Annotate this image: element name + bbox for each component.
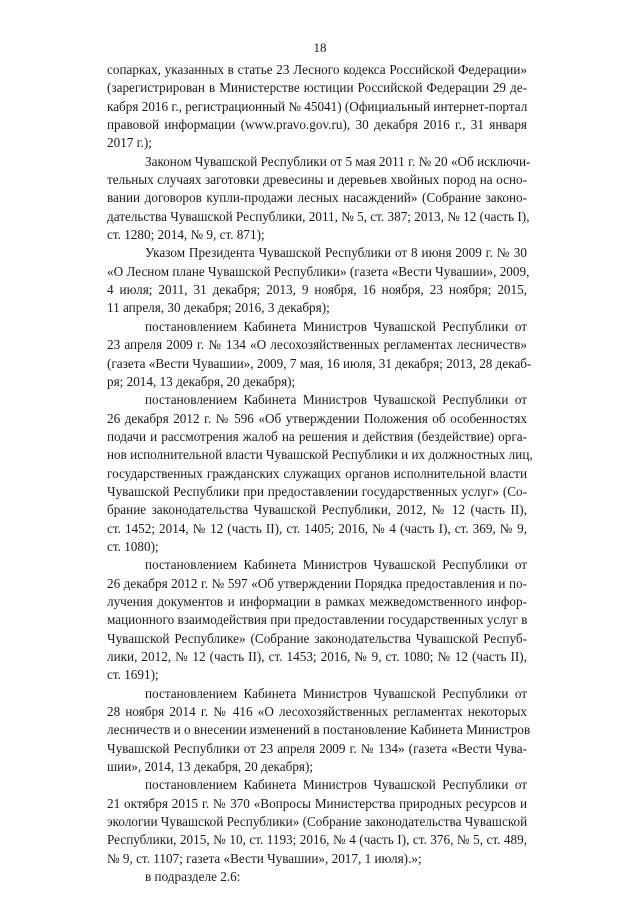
text-line: Чувашской Республике» (Собрание законодательства Чувашской Респуб- xyxy=(107,630,527,646)
text-line: нов исполнительной власти Чувашской Республики и их должностных лиц, xyxy=(107,447,533,463)
text-line: лучения документов и информации в рамках межведомственного инфор- xyxy=(107,593,527,609)
text-line: тельных случаях заготовки древесины и деревьев хвойных пород на осно- xyxy=(107,172,527,188)
text-line: 11 апреля, 30 декабря; 2016, 3 декабря); xyxy=(107,300,330,316)
text-line: мационного взаимодействия при предоставлении государственных услуг в xyxy=(107,612,528,628)
text-line: сопарках, указанных в статье 23 Лесного кодекса Российской Федерации» xyxy=(107,62,527,77)
text-line: 26 декабря 2012 г. № 596 «Об утверждении Положения об особенностях xyxy=(107,410,527,426)
text-line: 28 ноября 2014 г. № 416 «О лесохозяйственных регламентах некоторых xyxy=(107,704,527,720)
paragraph xyxy=(107,244,530,317)
paragraph xyxy=(107,776,527,868)
paragraph xyxy=(107,61,527,153)
text-line: 26 декабря 2012 г. № 597 «Об утверждении Порядка предоставления и по- xyxy=(107,575,527,591)
text-line: 2017 г.); xyxy=(107,135,152,151)
text-line: Республики, 2015, № 10, ст. 1193; 2016, № 4 (часть I), ст. 376, № 5, ст. 489, xyxy=(107,832,527,848)
paragraph xyxy=(107,318,532,391)
text-line: (зарегистрирован в Министерстве юстиции Российской Федерации 29 де- xyxy=(107,80,527,96)
text-line: ст. 1280; 2014, № 9, ст. 871); xyxy=(107,227,265,243)
text-line: ст. 1080); xyxy=(107,538,159,554)
page-number: 18 xyxy=(313,40,327,55)
text-line: ст. 1452; 2014, № 12 (часть II), ст. 1405; 2016, № 4 (часть I), ст. 369, № 9, xyxy=(107,520,527,536)
text-line: постановлением Кабинета Министров Чувашской Республики от xyxy=(145,392,527,408)
text-line: вании договоров купли-продажи лесных насаждений» (Собрание законо- xyxy=(107,190,527,206)
text-line: правовой информации (www.pravo.gov.ru), 30 декабря 2016 г., 31 января xyxy=(107,117,527,133)
text-line: Чувашской Республики при предоставлении государственных услуг» (Со- xyxy=(107,483,527,499)
paragraph xyxy=(107,391,533,556)
text-line: Законом Чувашской Республики от 5 мая 2011 г. № 20 «Об исключи- xyxy=(145,153,531,169)
paragraph xyxy=(107,685,531,777)
text-line: постановлением Кабинета Министров Чувашской Республики от xyxy=(145,777,527,793)
text-line: в подразделе 2.6: xyxy=(145,869,241,885)
text-line: «О Лесном плане Чувашской Республики» (газета «Вести Чувашии», 2009, xyxy=(107,263,530,279)
text-line: ря; 2014, 13 декабря, 20 декабря); xyxy=(107,373,296,389)
text-line: № 9, ст. 1107; газета «Вести Чувашии», 2017, 1 июля).»; xyxy=(107,850,422,866)
text-line: 23 апреля 2009 г. № 134 «О лесохозяйственных регламентах лесничеств» xyxy=(107,337,527,353)
text-line: постановлением Кабинета Министров Чувашской Республики от xyxy=(145,318,527,334)
text-line: (газета «Вести Чувашии», 2009, 7 мая, 16 июля, 31 декабря; 2013, 28 декаб- xyxy=(107,355,532,371)
text-line: лики, 2012, № 12 (часть II), ст. 1453; 2016, № 9, ст. 1080; № 12 (часть II), xyxy=(107,649,527,664)
paragraph xyxy=(107,556,527,684)
text-line: экологии Чувашской Республики» (Собрание законодательства Чувашской xyxy=(107,814,528,830)
text-line: дательства Чувашской Республики, 2011, № 5, ст. 387; 2013, № 12 (часть I), xyxy=(107,208,530,224)
text-line: подачи и рассмотрения жалоб на решения и действия (бездействие) орга- xyxy=(107,428,527,444)
document-body xyxy=(107,61,533,886)
paragraph xyxy=(107,153,531,245)
text-line: шии», 2014, 13 декабря, 20 декабря); xyxy=(107,759,314,775)
paragraph xyxy=(107,868,527,886)
text-line: 21 октября 2015 г. № 370 «Вопросы Министерства природных ресурсов и xyxy=(107,795,527,811)
text-line: Чувашской Республики от 23 апреля 2009 г. № 134» (газета «Вести Чува- xyxy=(107,740,527,756)
text-line: лесничеств и о внесении изменений в постановление Кабинета Министров xyxy=(107,722,531,738)
text-line: кабря 2016 г., регистрационный № 45041) (Официальный интернет-портал xyxy=(107,98,528,114)
text-line: брание законодательства Чувашской Республики, 2012, № 12 (часть II), xyxy=(107,502,527,518)
text-line: постановлением Кабинета Министров Чувашской Республики от xyxy=(145,685,527,701)
text-line: ст. 1691); xyxy=(107,667,159,683)
text-line: Указом Президента Чувашской Республики от 8 июня 2009 г. № 30 xyxy=(145,245,527,261)
text-line: 4 июля; 2011, 31 декабря; 2013, 9 ноября, 16 ноября, 23 ноября; 2015, xyxy=(107,282,527,298)
text-line: постановлением Кабинета Министров Чувашской Республики от xyxy=(145,557,527,573)
text-line: государственных гражданских служащих органов исполнительной власти xyxy=(107,465,527,481)
